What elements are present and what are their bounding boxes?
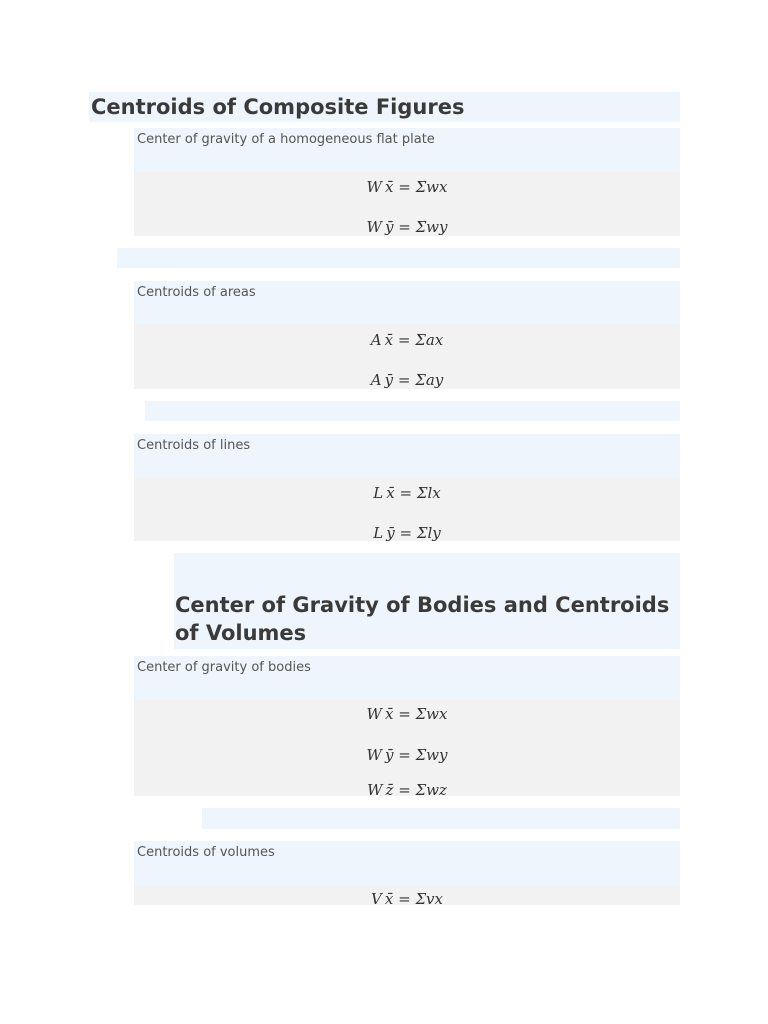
section-heading-composite-figures: Centroids of Composite Figures	[89, 92, 680, 122]
equation: A x̄ = Σax	[370, 331, 444, 349]
block-label-flat-plate: Center of gravity of a homogeneous flat plate	[134, 128, 680, 172]
section-heading-bodies-volumes: Center of Gravity of Bodies and Centroids of Volumes	[174, 553, 680, 649]
equation: W x̄ = Σwx	[366, 178, 448, 196]
block-label-bodies: Center of gravity of bodies	[134, 656, 680, 700]
block-label-areas: Centroids of areas	[134, 281, 680, 324]
equation: W ȳ = Σwy	[366, 746, 448, 764]
equation: W ȳ = Σwy	[366, 218, 448, 236]
block-label-lines: Centroids of lines	[134, 434, 680, 477]
equation: A ȳ = Σay	[370, 371, 444, 389]
equation-box-lines	[134, 477, 680, 541]
equation: L x̄ = Σlx	[373, 484, 441, 502]
equation-box-bodies	[134, 700, 680, 796]
equation-box-volumes	[134, 885, 680, 905]
equation: W z̄ = Σwz	[367, 781, 447, 796]
equation: V x̄ = Σvx	[371, 890, 443, 905]
spacer-band	[117, 248, 680, 268]
equation: L ȳ = Σly	[373, 524, 441, 541]
equation-box-areas	[134, 324, 680, 389]
spacer-band	[202, 808, 680, 829]
equation-box-flat-plate	[134, 172, 680, 236]
block-label-volumes: Centroids of volumes	[134, 841, 680, 885]
spacer-band	[145, 401, 680, 421]
equation: W x̄ = Σwx	[366, 705, 448, 723]
